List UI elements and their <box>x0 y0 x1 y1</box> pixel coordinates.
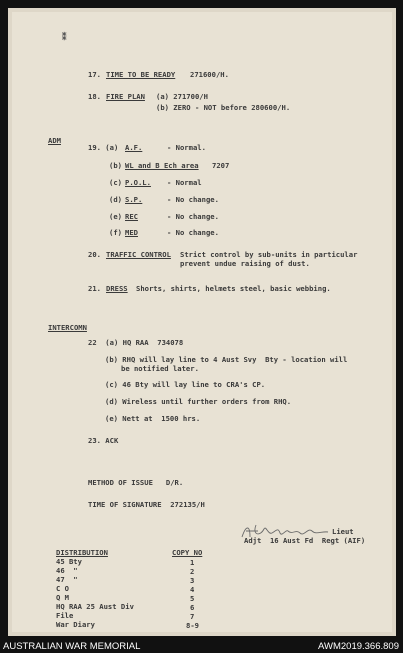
distribution-name: 47 " <box>56 575 78 584</box>
item19d-label: (d) <box>109 195 122 204</box>
item19d-value: - No change. <box>167 195 219 204</box>
distribution-name: War Diary <box>56 620 95 629</box>
item22a: 22 (a) HQ RAA 734078 <box>88 338 184 347</box>
distribution-heading: DISTRIBUTION <box>56 548 108 557</box>
distribution-copy: 3 <box>190 576 195 585</box>
distribution-copy: 2 <box>190 567 195 576</box>
item19f-term: MED <box>125 228 138 237</box>
method-of-issue: METHOD OF ISSUE D/R. <box>88 478 184 487</box>
item19a-term: A.F. <box>125 143 143 152</box>
item22d: (d) Wireless until further orders from RHQ. <box>105 397 292 406</box>
item18-a: (a) 271700/H <box>156 92 208 101</box>
item19b-label: (b) <box>109 161 122 170</box>
item18-number: 18. <box>88 92 101 101</box>
item19f-value: - No change. <box>167 228 219 237</box>
archive-footer <box>0 639 403 653</box>
item22b-line2: be notified later. <box>121 364 199 373</box>
item21-heading: DRESS <box>106 284 128 293</box>
distribution-name: Q M <box>56 593 69 602</box>
item19f-label: (f) <box>109 228 122 237</box>
distribution-name: C O <box>56 584 69 593</box>
distribution-copy: 8-9 <box>186 621 199 630</box>
intercomn-heading: INTERCOMN <box>48 323 87 332</box>
item17-number: 17. <box>88 70 101 79</box>
item19c-term: P.O.L. <box>125 178 151 187</box>
distribution-copy: 4 <box>190 585 195 594</box>
item17-heading: TIME TO BE READY <box>106 70 176 79</box>
item19e-term: REC <box>125 212 138 221</box>
item20-heading: TRAFFIC CONTROL <box>106 250 171 259</box>
item21-value: Shorts, shirts, helmets steel, basic webbing. <box>136 284 331 293</box>
document-page <box>12 12 392 632</box>
item19a-label: 19. (a) <box>88 143 119 152</box>
copy-no-heading: COPY NO <box>172 548 203 557</box>
distribution-copy: 1 <box>190 558 195 567</box>
item20-line1: Strict control by sub-units in particular <box>180 250 358 259</box>
signatory-rank: Lieut <box>332 527 354 536</box>
item20-number: 20. <box>88 250 101 259</box>
item22b-line1: (b) RHQ will lay line to 4 Aust Svy Bty - location will <box>105 355 348 364</box>
document-frame <box>8 8 396 636</box>
distribution-name: File <box>56 611 74 620</box>
item22c: (c) 46 Bty will lay line to CRA's CP. <box>105 380 266 389</box>
item23: 23. ACK <box>88 436 119 445</box>
item19e-value: - No change. <box>167 212 219 221</box>
distribution-copy: 5 <box>190 594 195 603</box>
item18-heading: FIRE PLAN <box>106 92 145 101</box>
item21-number: 21. <box>88 284 101 293</box>
signatory-unit: Adjt 16 Aust Fd Regt (AIF) <box>244 536 366 545</box>
item19c-label: (c) <box>109 178 122 187</box>
item19d-term: S.P. <box>125 195 143 204</box>
item19e-label: (e) <box>109 212 122 221</box>
footer-institution: AUSTRALIAN WAR MEMORIAL <box>3 641 141 652</box>
distribution-name: HQ RAA 25 Aust Div <box>56 602 134 611</box>
item18-b: (b) ZERO - NOT before 280600/H. <box>156 103 291 112</box>
adm-heading: ADM <box>48 136 61 145</box>
distribution-copy: 7 <box>190 612 195 621</box>
item22e: (e) Nett at 1500 hrs. <box>105 414 201 423</box>
item19b-term: WL and B Ech area <box>125 161 199 170</box>
time-of-signature: TIME OF SIGNATURE 272135/H <box>88 500 205 509</box>
item17-value: 271600/H. <box>190 70 229 79</box>
item19b-value: 7207 <box>212 161 230 170</box>
distribution-name: 45 Bty <box>56 557 82 566</box>
footer-catalog-number: AWM2019.366.809 <box>318 641 399 652</box>
distribution-copy: 6 <box>190 603 195 612</box>
item19a-value: - Normal. <box>167 143 206 152</box>
item19c-value: - Normal <box>167 178 202 187</box>
item20-line2: prevent undue raising of dust. <box>180 259 310 268</box>
pin-mark: ⁑ <box>62 33 67 43</box>
distribution-name: 46 " <box>56 566 78 575</box>
